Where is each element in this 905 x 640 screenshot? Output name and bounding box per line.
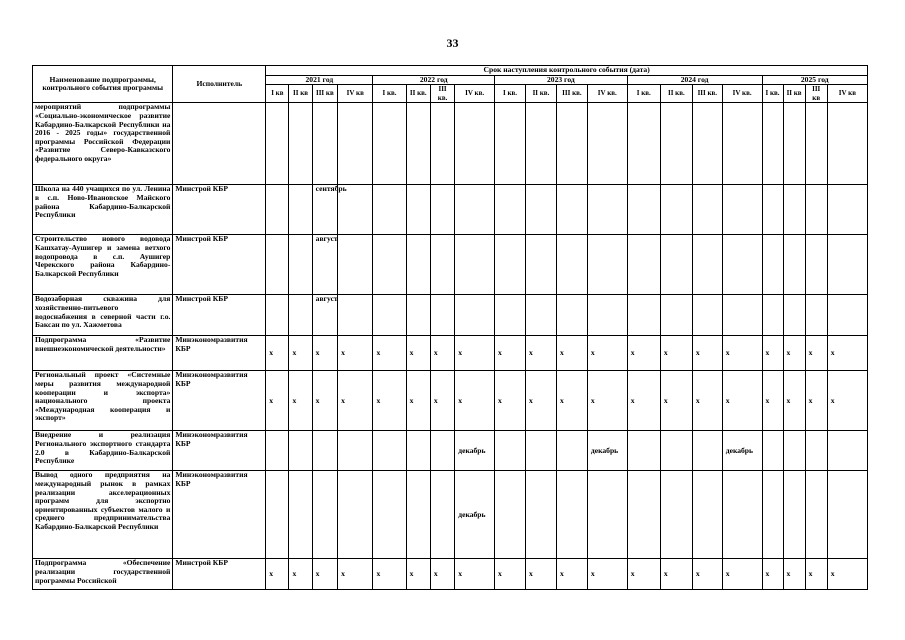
period-cell: x (556, 336, 587, 371)
period-cell (556, 185, 587, 235)
event-name-cell: Внедрение и реализация Регионального экспортного стандарта 2.0 в Кабардино-Балкарской Республике (33, 431, 173, 471)
executor-cell: Минэкономразвития КБР (173, 336, 266, 371)
table-row (33, 185, 868, 235)
period-cell: x (827, 559, 867, 590)
period-cell (762, 185, 783, 235)
quarter-header: IV кв (827, 85, 867, 103)
quarter-header: III кв. (430, 85, 454, 103)
period-cell: x (455, 336, 495, 371)
period-cell (289, 295, 312, 336)
period-cell: x (495, 336, 526, 371)
year-header: 2024 год (627, 75, 762, 85)
period-cell: x (289, 371, 312, 431)
quarter-header: I кв. (762, 85, 783, 103)
period-cell (722, 103, 762, 185)
period-cell (406, 295, 430, 336)
period-cell (827, 185, 867, 235)
period-cell: x (692, 559, 722, 590)
period-cell (289, 235, 312, 295)
period-cell: x (430, 336, 454, 371)
period-cell: x (525, 371, 556, 431)
period-cell (312, 103, 337, 185)
year-header: 2023 год (495, 75, 628, 85)
period-cell (556, 471, 587, 559)
period-cell: x (373, 559, 406, 590)
table-row (33, 235, 868, 295)
period-cell (312, 431, 337, 471)
period-cell (338, 235, 373, 295)
period-cell: x (495, 559, 526, 590)
period-cell: x (406, 559, 430, 590)
period-header: Срок наступления контрольного события (дата) (266, 66, 868, 76)
period-cell: x (312, 559, 337, 590)
period-cell (692, 471, 722, 559)
period-cell (627, 431, 660, 471)
period-cell (692, 295, 722, 336)
period-cell: x (660, 336, 692, 371)
period-cell: x (660, 371, 692, 431)
period-cell (266, 431, 289, 471)
period-cell: x (266, 559, 289, 590)
control-events-table (32, 65, 868, 590)
period-cell (762, 235, 783, 295)
period-cell (827, 471, 867, 559)
event-name-cell: Региональный проект «Системные меры развития международной кооперации и экспорта» национального проекта «Международная кооперация и экспорт» (33, 371, 173, 431)
period-cell (627, 471, 660, 559)
quarter-header: I кв. (627, 85, 660, 103)
event-name-cell: Вывод одного предприятия на международный рынок в рамках реализации акселерационных программ для экспортно ориентированных субъектов малого и среднего предпринимательства Кабардино-Балкарской Республики (33, 471, 173, 559)
period-cell: x (587, 371, 627, 431)
period-cell: x (827, 336, 867, 371)
period-cell (587, 235, 627, 295)
period-cell (660, 295, 692, 336)
period-cell: x (587, 336, 627, 371)
period-cell: август (312, 295, 337, 336)
period-cell: x (266, 371, 289, 431)
period-cell: x (783, 336, 805, 371)
quarter-header: II кв. (406, 85, 430, 103)
period-cell: декабрь (455, 431, 495, 471)
period-cell: x (406, 371, 430, 431)
period-cell (495, 103, 526, 185)
period-cell (495, 295, 526, 336)
period-cell: x (692, 336, 722, 371)
event-name-cell: Подпрограмма «Обеспечение реализации государственной программы Российской (33, 559, 173, 590)
period-cell: x (722, 559, 762, 590)
quarter-header: I кв. (495, 85, 526, 103)
period-cell: x (762, 559, 783, 590)
period-cell (525, 295, 556, 336)
period-cell (783, 185, 805, 235)
period-cell: x (312, 371, 337, 431)
period-cell: x (373, 336, 406, 371)
period-cell (338, 431, 373, 471)
period-cell (692, 235, 722, 295)
quarter-header: IV кв. (722, 85, 762, 103)
period-cell: x (627, 559, 660, 590)
event-name-cell: Водозаборная скважина для хозяйственно-питьевого водоснабжения в северной части г.о. Баксан по ул. Хажметова (33, 295, 173, 336)
period-cell (762, 295, 783, 336)
period-cell: декабрь (455, 471, 495, 559)
period-cell (783, 295, 805, 336)
year-header: 2022 год (373, 75, 495, 85)
table-row (33, 371, 868, 431)
period-cell: декабрь (587, 431, 627, 471)
quarter-header: III кв. (692, 85, 722, 103)
period-cell (762, 431, 783, 471)
period-cell: x (587, 559, 627, 590)
period-cell: x (338, 559, 373, 590)
period-cell (430, 295, 454, 336)
period-cell (805, 235, 827, 295)
quarter-header: IV кв. (455, 85, 495, 103)
period-cell (660, 471, 692, 559)
period-cell (406, 235, 430, 295)
period-cell (627, 295, 660, 336)
period-cell: x (556, 559, 587, 590)
period-cell (455, 103, 495, 185)
period-cell (762, 103, 783, 185)
executor-cell: Минэкономразвития КБР (173, 431, 266, 471)
period-cell (827, 235, 867, 295)
period-cell (556, 103, 587, 185)
quarter-header: IV кв (338, 85, 373, 103)
period-cell (827, 103, 867, 185)
period-cell: декабрь (722, 431, 762, 471)
period-cell: x (627, 336, 660, 371)
period-cell: x (525, 336, 556, 371)
period-cell: x (556, 371, 587, 431)
period-cell: сентябрь (312, 185, 337, 235)
executor-cell (173, 103, 266, 185)
period-cell (406, 471, 430, 559)
period-cell (373, 103, 406, 185)
executor-column-header: Исполнитель (173, 66, 266, 103)
quarter-header: II кв (783, 85, 805, 103)
period-cell (266, 103, 289, 185)
period-cell (525, 431, 556, 471)
period-cell (722, 235, 762, 295)
event-name-cell: мероприятий подпрограммы «Социально-экономическое развитие Кабардино-Балкарской Республики на 2016 - 2025 годы» государственной программы Российской Федерации «Развитие Северо-Кавказского федерального округа» (33, 103, 173, 185)
period-cell: x (455, 371, 495, 431)
period-cell: x (627, 371, 660, 431)
period-cell (805, 103, 827, 185)
period-cell (495, 235, 526, 295)
period-cell (338, 295, 373, 336)
period-cell (556, 431, 587, 471)
period-cell (805, 295, 827, 336)
period-cell (266, 295, 289, 336)
quarter-header: II кв (289, 85, 312, 103)
period-cell (373, 295, 406, 336)
event-name-cell: Подпрограмма «Развитие внешнеэкономической деятельности» (33, 336, 173, 371)
period-cell: x (266, 336, 289, 371)
period-cell (556, 235, 587, 295)
event-name-cell: Школа на 440 учащихся по ул. Ленина в с.п. Ново-Ивановское Майского района Кабардино-Балкарской Республики (33, 185, 173, 235)
period-cell (660, 185, 692, 235)
period-cell: x (722, 336, 762, 371)
quarter-header: II кв. (525, 85, 556, 103)
period-cell (266, 235, 289, 295)
period-cell (338, 471, 373, 559)
period-cell (627, 185, 660, 235)
period-cell (266, 185, 289, 235)
quarter-header: III кв (312, 85, 337, 103)
period-cell (783, 471, 805, 559)
period-cell (455, 185, 495, 235)
period-cell (525, 103, 556, 185)
quarter-header: III кв. (556, 85, 587, 103)
executor-cell: Минэкономразвития КБР (173, 371, 266, 431)
period-cell: x (312, 336, 337, 371)
period-cell: x (762, 336, 783, 371)
period-cell (266, 471, 289, 559)
period-cell (525, 235, 556, 295)
period-cell (783, 235, 805, 295)
period-cell (373, 185, 406, 235)
table-row (33, 103, 868, 185)
period-cell: x (430, 559, 454, 590)
period-cell: x (805, 559, 827, 590)
period-cell (692, 431, 722, 471)
year-header: 2025 год (762, 75, 867, 85)
period-cell: x (762, 371, 783, 431)
period-cell (312, 471, 337, 559)
period-cell (587, 103, 627, 185)
period-cell (525, 471, 556, 559)
period-cell (627, 103, 660, 185)
period-cell: x (525, 559, 556, 590)
period-cell (525, 185, 556, 235)
period-cell: x (455, 559, 495, 590)
period-cell: x (495, 371, 526, 431)
period-cell (338, 103, 373, 185)
period-cell (660, 235, 692, 295)
period-cell (722, 295, 762, 336)
period-cell (289, 471, 312, 559)
period-cell: x (406, 336, 430, 371)
table-row (33, 559, 868, 590)
year-header: 2021 год (266, 75, 373, 85)
period-cell (495, 431, 526, 471)
table-row (33, 336, 868, 371)
period-cell (587, 471, 627, 559)
period-cell (373, 471, 406, 559)
event-name-cell: Строительство нового водовода Кашхатау-Аушигер и замена ветхого водопровода в с.п. Аушигер Черекского района Кабардино-Балкарской Республики (33, 235, 173, 295)
table-row (33, 471, 868, 559)
period-cell: x (373, 371, 406, 431)
page-number: 33 (446, 36, 459, 50)
quarter-header: I кв (266, 85, 289, 103)
executor-cell: Минстрой КБР (173, 559, 266, 590)
period-cell (660, 431, 692, 471)
executor-cell: Минэкономразвития КБР (173, 471, 266, 559)
period-cell (805, 185, 827, 235)
period-cell: x (783, 371, 805, 431)
period-cell: x (338, 371, 373, 431)
period-cell: x (289, 559, 312, 590)
period-cell (627, 235, 660, 295)
period-cell (495, 185, 526, 235)
period-cell (805, 471, 827, 559)
period-cell: x (805, 336, 827, 371)
period-cell: x (289, 336, 312, 371)
period-cell: x (692, 371, 722, 431)
executor-cell: Минстрой КБР (173, 295, 266, 336)
executor-cell: Минстрой КБР (173, 235, 266, 295)
quarter-header: III кв (805, 85, 827, 103)
period-cell (722, 185, 762, 235)
period-cell (430, 103, 454, 185)
period-cell (430, 235, 454, 295)
period-cell (660, 103, 692, 185)
period-cell: август (312, 235, 337, 295)
period-cell: x (805, 371, 827, 431)
period-cell (762, 471, 783, 559)
period-cell (587, 295, 627, 336)
quarter-header: II кв. (660, 85, 692, 103)
period-cell: x (722, 371, 762, 431)
period-cell (692, 103, 722, 185)
period-cell (495, 471, 526, 559)
period-cell: x (783, 559, 805, 590)
period-cell (406, 185, 430, 235)
period-cell (406, 103, 430, 185)
period-cell: x (827, 371, 867, 431)
table-row (33, 295, 868, 336)
period-cell: x (338, 336, 373, 371)
period-cell: x (660, 559, 692, 590)
period-cell (430, 185, 454, 235)
name-column-header: Наименование подпрограммы, контрольного события программы (33, 66, 173, 103)
table-row (33, 431, 868, 471)
period-cell (556, 295, 587, 336)
period-cell: x (430, 371, 454, 431)
period-cell (430, 431, 454, 471)
period-cell (783, 103, 805, 185)
period-cell (722, 471, 762, 559)
quarter-header: IV кв. (587, 85, 627, 103)
period-cell (805, 431, 827, 471)
period-cell (373, 431, 406, 471)
period-cell (783, 431, 805, 471)
period-cell (827, 431, 867, 471)
period-cell (827, 295, 867, 336)
period-cell (692, 185, 722, 235)
quarter-header: I кв. (373, 85, 406, 103)
executor-cell: Минстрой КБР (173, 185, 266, 235)
period-cell (455, 295, 495, 336)
period-cell (289, 431, 312, 471)
period-cell (587, 185, 627, 235)
period-cell (406, 431, 430, 471)
period-cell (289, 185, 312, 235)
period-cell (289, 103, 312, 185)
period-cell (430, 471, 454, 559)
period-cell (455, 235, 495, 295)
period-cell (373, 235, 406, 295)
